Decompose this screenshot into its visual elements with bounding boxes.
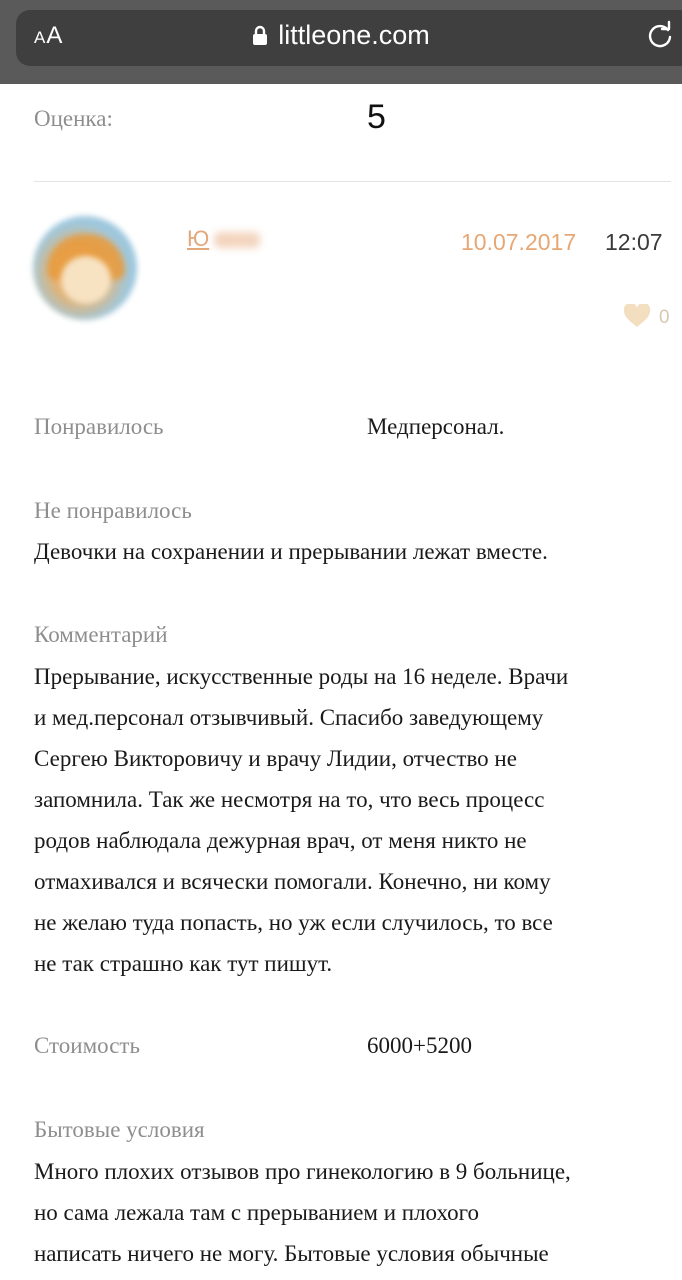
review-time: 12:07: [605, 229, 663, 255]
conditions-label: Бытовые условия: [34, 1117, 205, 1142]
url-display[interactable]: [0, 20, 682, 51]
comment-text: Прерывание, искусственные роды на 16 неделе. Врачи и мед.персонал отзывчивый. Спасибо заведующему Сергею Викторовичу и врачу Лидии, отчество не запомнила. Так же несмотря на то, что весь процесс родов наблюдала дежурная врач, от меня никто не отмахивался и всячески помогали. Конечно, ни кому не желаю туда попасть, но уж если случилось, то все не так страшно как тут пишут.: [34, 664, 569, 976]
review-date: 10.07.2017: [461, 229, 577, 255]
cost-label: Стоимость: [34, 1033, 140, 1058]
disliked-label: Не понравилось: [34, 498, 192, 523]
aa-small-letter: A: [34, 28, 47, 47]
browser-toolbar: [0, 0, 682, 84]
lock-icon: [252, 25, 268, 45]
cost-value: 6000+5200: [367, 1033, 472, 1058]
like-count: 0: [659, 307, 670, 328]
author-name-redacted: [214, 232, 260, 248]
reload-icon[interactable]: [645, 20, 675, 50]
rating-label: Оценка:: [34, 106, 113, 131]
liked-value: Медперсонал.: [367, 414, 505, 439]
heart-icon: [623, 304, 651, 333]
url-text: littleone.com: [278, 20, 430, 50]
avatar[interactable]: [33, 216, 137, 320]
divider: [34, 181, 671, 182]
aa-large-letter: A: [46, 22, 64, 49]
liked-label: Понравилось: [34, 414, 164, 439]
author-name-link[interactable]: Ю: [187, 226, 210, 251]
like-button[interactable]: [623, 305, 670, 331]
rating-value: 5: [367, 98, 386, 136]
conditions-text: Много плохих отзывов про гинекологию в 9 больнице, но сама лежала там с прерыванием и плохого написать ничего не могу. Бытовые условия обычные: [34, 1159, 571, 1266]
comment-label: Комментарий: [34, 622, 168, 647]
disliked-value: Девочки на сохранении и прерывании лежат вместе.: [34, 539, 548, 564]
